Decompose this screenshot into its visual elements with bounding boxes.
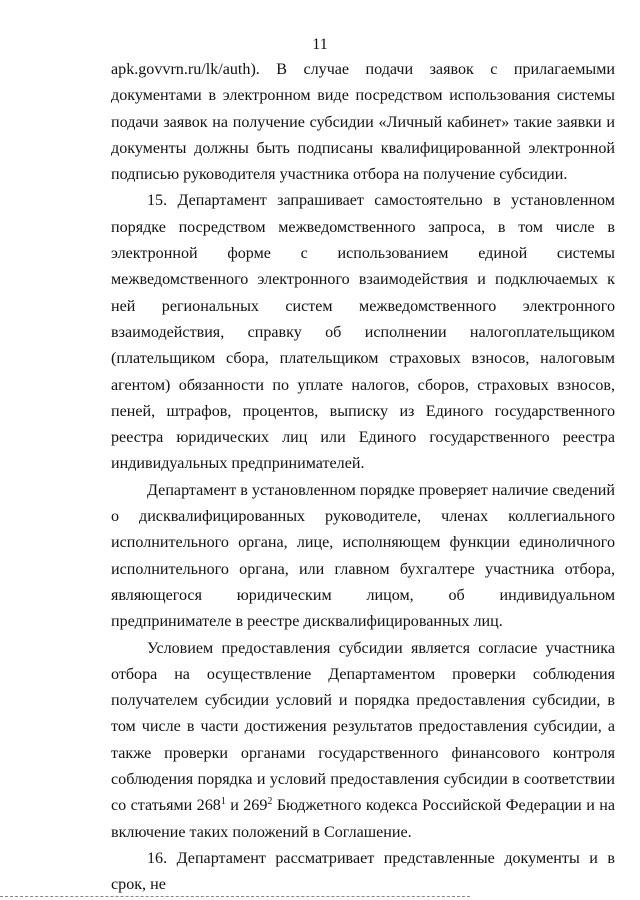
article-269-superscript: 2 [267, 796, 273, 808]
article-268-superscript: 1 [220, 796, 226, 808]
paragraph-subsidy-condition [111, 636, 615, 846]
document-body [111, 57, 615, 899]
footer-divider [0, 896, 470, 898]
paragraph-subsidy-condition-text-middle: и 269 [225, 797, 268, 815]
page-number: 11 [312, 36, 328, 53]
paragraph-subsidy-condition-text-end: Бюджетного кодекса Российской Федерации и на включение таких положений в Соглашение. [111, 797, 615, 841]
paragraph-15: 15. Департамент запрашивает самостоятельно в установленном порядке посредством межведомственного запроса, в том числе в электронной форме с использованием единой системы межведомственного электронного взаимодействия и подключаемых к ней региональных систем межведомственного электронного взаимодействия, справку об исполнении налогоплательщиком (плательщиком сбора, плательщиком страховых взносов, налоговым агентом) обязанности по уплате налогов, сборов, страховых взносов, пеней, штрафов, процентов, выписку из Единого государственного реестра юридических лиц или Единого государственного реестра индивидуальных предпринимателей. [111, 192, 615, 473]
paragraph-disqualification-check: Департамент в установленном порядке проверяет наличие сведений о дисквалифицированных руководителе, членах коллегиального исполнительного органа, лице, исполняющем функции единоличного исполнительного органа, или главном бухгалтере участника отбора, являющегося юридическим лицом, об индивидуальном предпринимателе в реестре дисквалифицированных лиц. [111, 481, 615, 631]
paragraph-16: 16. Департамент рассматривает представленные документы и в срок, не [111, 849, 615, 894]
paragraph-continuation: apk.govvrn.ru/lk/auth). В случае подачи заявок с прилагаемыми документами в электронном виде посредством использования системы подачи заявок на получение субсидии «Личный кабинет» такие заявки и документы должны быть подписаны квалифицированной электронной подписью руководителя участника отбора на получение субсидии. [111, 61, 615, 184]
paragraph-subsidy-condition-text: Условием предоставления субсидии является согласие участника отбора на осуществление Департаментом проверки соблюдения получателем субсидии условий и порядка предоставления субсидии, в том числе в части достижения результатов предоставления субсидии, а также проверки органами государственного финансового контроля соблюдения порядка и условий предоставления субсидии в соответствии со статьями 268 [111, 639, 615, 815]
